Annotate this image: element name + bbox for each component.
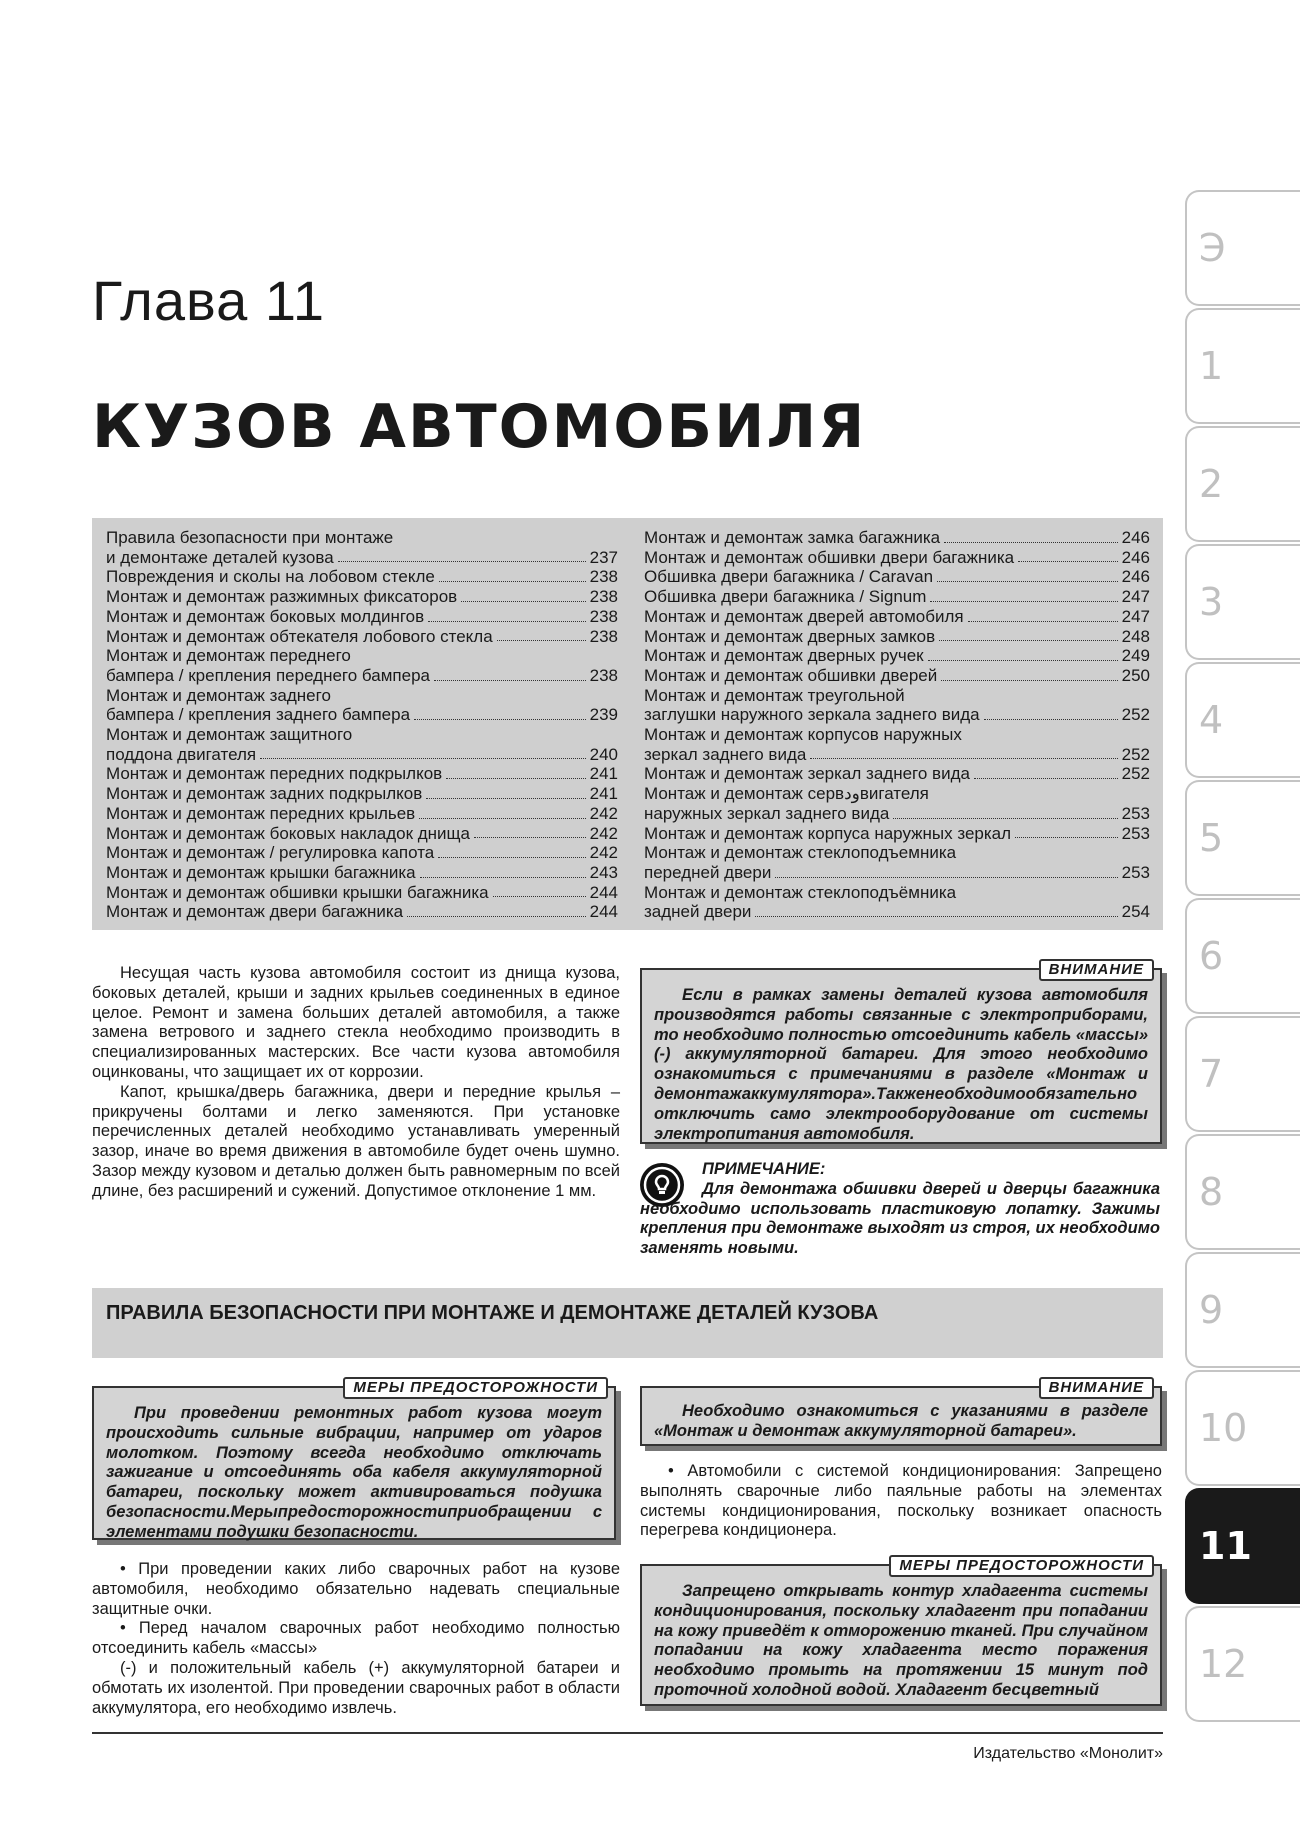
toc-page-number: 242 (589, 843, 618, 863)
toc-page-number: 238 (589, 665, 618, 685)
warning-label: ВНИМАНИЕ (1039, 959, 1154, 981)
chapter-tab-12[interactable]: 12 (1185, 1606, 1300, 1722)
caution-text: При проведении ремонтных работ кузова могут происходить сильные вибрации, например от ударов молотком. Поэтому всегда необходимо отключать зажигание и отсоединять оба кабеля аккумуляторной батареи, поскольку может активироваться подушка безопасности.Мерыпредосторожностиприобращении с элементами подушки безопасности. (106, 1404, 602, 1541)
bullet-item: • Перед началом сварочных работ необходимо полностью отсоединить кабель «массы» (92, 1619, 620, 1658)
warning-label: ВНИМАНИЕ (1039, 1377, 1154, 1399)
toc-leader-dots (260, 758, 586, 759)
toc-entry-title: Монтаж и демонтаж двери багажника (106, 902, 404, 922)
toc-entry (106, 528, 618, 548)
toc-entry (106, 902, 618, 922)
section-title: ПРАВИЛА БЕЗОПАСНОСТИ ПРИ МОНТАЖЕ И ДЕМОНТАЖЕ ДЕТАЛЕЙ КУЗОВА (106, 1302, 879, 1324)
toc-leader-dots (984, 719, 1118, 720)
toc-entry (106, 883, 618, 903)
toc-leader-dots (428, 621, 585, 622)
toc-leader-dots (414, 719, 586, 720)
toc-entry-title: Монтаж и демонтаж корпуса наружных зеркал (644, 823, 1012, 843)
toc-entry-title: задней двери (644, 902, 752, 922)
note-label: ПРИМЕЧАНИЕ: (702, 1160, 826, 1178)
toc-entry (106, 627, 618, 647)
toc-entry-title: Обшивка двери багажника / Caravan (644, 567, 934, 587)
toc-page-number: 238 (589, 587, 618, 607)
toc-page-number: 246 (1121, 567, 1150, 587)
toc-page-number: 249 (1121, 646, 1150, 666)
note (640, 1160, 1160, 1259)
toc-entry (644, 567, 1150, 587)
toc-entry-title: Монтаж и демонтаж обтекателя лобового стекла (106, 626, 493, 646)
toc-leader-dots (407, 916, 586, 917)
toc-entry-title: Монтаж и демонтаж боковых накладок днища (106, 823, 470, 843)
caution-label: МЕРЫ ПРЕДОСТОРОЖНОСТИ (343, 1377, 608, 1399)
toc-entry (106, 567, 618, 587)
toc-page-number: 240 (589, 744, 618, 764)
chapter-tab-10[interactable]: 10 (1185, 1370, 1300, 1486)
toc-leader-dots (419, 818, 585, 819)
toc-entry-title: Монтаж и демонтаж сервودвигателя (644, 784, 929, 804)
toc-leader-dots (438, 857, 585, 858)
toc-leader-dots (755, 916, 1117, 917)
toc-page-number: 238 (589, 606, 618, 626)
toc-entry (106, 804, 618, 824)
toc-entry-title: Монтаж и демонтаж стеклоподъемника (644, 843, 957, 863)
toc-entry-title: Монтаж и демонтаж передних крыльев (106, 803, 416, 823)
chapter-tab-7[interactable]: 7 (1185, 1016, 1300, 1132)
toc-leader-dots (941, 680, 1117, 681)
toc-entry-title: Монтаж и демонтаж дверных замков (644, 626, 936, 646)
toc-leader-dots (439, 581, 586, 582)
toc-entry (106, 843, 618, 863)
toc-entry (644, 843, 1150, 863)
toc-leader-dots (928, 660, 1118, 661)
note-text: Для демонтажа обшивки дверей и дверцы багажника необходимо использовать пластиковую лопатку. Зажимы крепления при демонтаже выходят из строя, их необходимо заменять новыми. (640, 1179, 1160, 1258)
toc-page-number: 253 (1121, 823, 1150, 843)
bullet-item: (-) и положительный кабель (+) аккумуляторной батареи и обмотать их изолентой. При проведении сварочных работ в области аккумулятора, его необходимо извлечь. (92, 1658, 620, 1717)
toc-leader-dots (420, 877, 586, 878)
chapter-tab-3[interactable]: 3 (1185, 544, 1300, 660)
toc-entry-title: Монтаж и демонтаж замка багажника (644, 528, 941, 547)
toc-entry (644, 627, 1150, 647)
toc-leader-dots (474, 837, 586, 838)
toc-page-number: 237 (589, 547, 618, 567)
toc-leader-dots (426, 798, 585, 799)
toc-leader-dots (810, 758, 1117, 759)
toc-page-number: 252 (1121, 764, 1150, 784)
toc-page-number: 242 (589, 803, 618, 823)
toc-leader-dots (937, 581, 1118, 582)
chapter-tab-2[interactable]: 2 (1185, 426, 1300, 542)
toc-entry-title: Повреждения и сколы на лобовом стекле (106, 567, 435, 587)
toc-page-number: 241 (589, 784, 618, 804)
toc-entry-title: бампера / крепления заднего бампера (106, 705, 411, 725)
chapter-number: Глава 11 (92, 269, 325, 332)
toc-entry (644, 824, 1150, 844)
caution-label: МЕРЫ ПРЕДОСТОРОЖНОСТИ (889, 1555, 1154, 1577)
toc-page-number: 246 (1121, 528, 1150, 547)
toc-leader-dots (893, 818, 1117, 819)
left-bullets (92, 1560, 620, 1718)
toc-page-number: 248 (1121, 626, 1150, 646)
toc-entry-title: Монтаж и демонтаж обшивки дверей (644, 665, 938, 685)
chapter-tab-5[interactable]: 5 (1185, 780, 1300, 896)
toc-leader-dots (974, 778, 1118, 779)
toc-leader-dots (446, 778, 585, 779)
toc-entry (644, 784, 1150, 804)
toc-entry (106, 824, 618, 844)
toc-entry (644, 587, 1150, 607)
toc-entry (106, 764, 618, 784)
toc-right-column (644, 528, 1150, 922)
toc-entry (644, 863, 1150, 883)
right-bullets (640, 1462, 1162, 1541)
toc-entry-title: Монтаж и демонтаж боковых молдингов (106, 606, 425, 626)
toc-leader-dots (944, 542, 1117, 543)
toc-entry-title: Монтаж и демонтаж дверных ручек (644, 646, 924, 666)
toc-page-number: 252 (1121, 744, 1150, 764)
toc-page-number: 243 (589, 862, 618, 882)
toc-entry (106, 725, 618, 745)
chapter-tab-1[interactable]: 1 (1185, 308, 1300, 424)
toc-entry (644, 686, 1150, 706)
caution-box (640, 1557, 1162, 1706)
intro-text (92, 964, 620, 1202)
toc-entry-title: Монтаж и демонтаж обшивки крышки багажника (106, 882, 489, 902)
toc-leader-dots (434, 680, 586, 681)
toc-entry-title: Монтаж и демонтаж обшивки двери багажника (644, 547, 1015, 567)
toc-left-column (106, 528, 618, 922)
toc-page-number: 253 (1121, 803, 1150, 823)
toc-entry (644, 745, 1150, 765)
toc-entry (106, 863, 618, 883)
footer-divider (92, 1732, 1163, 1734)
toc-entry-title: Монтаж и демонтаж корпусов наружных (644, 725, 962, 745)
toc-entry-title: Монтаж и демонтаж задних подкрылков (106, 784, 423, 804)
toc-page-number: 244 (589, 882, 618, 902)
toc-entry-title: Правила безопасности при монтаже (106, 528, 394, 547)
toc-entry (106, 686, 618, 706)
chapter-tab-9[interactable]: 9 (1185, 1252, 1300, 1368)
toc-page-number: 247 (1121, 606, 1150, 626)
toc-entry (644, 804, 1150, 824)
toc-leader-dots (1015, 837, 1118, 838)
toc-entry-title: Монтаж и демонтаж дверей автомобиля (644, 606, 964, 626)
chapter-tab-e[interactable]: Э (1185, 190, 1300, 306)
toc-entry (106, 666, 618, 686)
toc-page-number: 238 (589, 626, 618, 646)
toc-entry-title: и демонтаже деталей кузова (106, 547, 334, 567)
toc-entry (644, 705, 1150, 725)
warning-text: Необходимо ознакомиться с указаниями в разделе «Монтаж и демонтаж аккумуляторной батареи». (654, 1402, 1148, 1440)
toc-entry-title: заглушки наружного зеркала заднего вида (644, 705, 980, 725)
bullet-item: • Автомобили с системой кондиционирования: Запрещено выполнять сварочные либо паяльные работы на элементах системы кондиционирования, поскольку возникает опасность перегрева кондиционера. (640, 1462, 1162, 1540)
toc-entry-title: Монтаж и демонтаж треугольной (644, 685, 905, 705)
toc-entry-title: бампера / крепления переднего бампера (106, 665, 430, 685)
warning-text: Если в рамках замены деталей кузова автомобиля производятся работы связанные с электроприборами, то необходимо полностью отсоединить кабель «массы» (-) аккумуляторной батареи. Для этого необходимо ознакомиться с примечаниями в разделе «Монтаж и демонтажаккумулятора».Такженеобходимообязательно отключить само электрооборудование от системы электропитания автомобиля. (654, 986, 1149, 1143)
toc-entry-title: Монтаж и демонтаж зеркал заднего вида (644, 764, 970, 784)
toc-page-number: 247 (1121, 587, 1150, 607)
toc-page-number: 254 (1121, 902, 1150, 922)
toc-entry-title: Монтаж и демонтаж заднего (106, 685, 331, 705)
toc-entry (644, 725, 1150, 745)
toc-entry (644, 548, 1150, 568)
toc-leader-dots (338, 561, 586, 562)
toc-entry (106, 745, 618, 765)
toc-entry-title: поддона двигателя (106, 744, 257, 764)
toc-entry (644, 528, 1150, 548)
toc-entry (106, 784, 618, 804)
chapter-title: КУЗОВ АВТОМОБИЛЯ (92, 392, 867, 462)
toc-page-number: 242 (589, 823, 618, 843)
toc-leader-dots (775, 877, 1117, 878)
toc-leader-dots (939, 640, 1117, 641)
toc-page-number: 246 (1121, 547, 1150, 567)
toc-entry-title: зеркал заднего вида (644, 744, 807, 764)
toc-leader-dots (493, 896, 586, 897)
chapter-tab-11[interactable]: 11 (1185, 1488, 1300, 1604)
toc-leader-dots (1018, 561, 1118, 562)
section-heading-bar (92, 1288, 1163, 1358)
warning-box (640, 1379, 1162, 1446)
toc-entry-title: передней двери (644, 862, 772, 882)
toc-page-number: 238 (589, 567, 618, 587)
warning-box (640, 961, 1162, 1144)
toc-page-number: 253 (1121, 862, 1150, 882)
toc-entry-title: Монтаж и демонтаж крышки багажника (106, 862, 416, 882)
toc-page-number: 252 (1121, 705, 1150, 725)
toc-entry (106, 587, 618, 607)
caution-text: Запрещено открывать контур хладагента системы кондиционирования, поскольку хладагент при попадании на кожу приведёт к отморожению тканей. При случайном попадании на кожу хладагента место поражения необходимо промыть на протяжении 15 минут под проточной холодной водой. Хладагент бесцветный (654, 1582, 1148, 1699)
table-of-contents (92, 518, 1163, 930)
publisher-credit: Издательство «Монолит» (973, 1745, 1163, 1762)
intro-paragraph: Капот, крышка/дверь багажника, двери и передние крылья – прикручены болтами и легко заменяются. При установке перечисленных деталей необходимо устанавливать умеренный зазор, иначе во время движения в автомобиле будет очень шумно. Зазор между кузовом и деталью должен быть равномерным по всей длине, без расширений и сужений. Допустимое отклонение 1 мм. (92, 1082, 620, 1200)
chapter-tab-8[interactable]: 8 (1185, 1134, 1300, 1250)
toc-entry (106, 705, 618, 725)
toc-entry-title: Монтаж и демонтаж стеклоподъёмника (644, 882, 957, 902)
toc-leader-dots (968, 621, 1118, 622)
intro-paragraph: Несущая часть кузова автомобиля состоит из днища кузова, боковых деталей, крыши и задних крыльев соединенных в единое целое. Ремонт и замена больших деталей автомобиля, а также замена ветрового и заднего стекла необходимо производить в специализированных мастерских. Все части кузова автомобиля оцинкованы, что защищает их от коррозии. (92, 964, 620, 1081)
toc-entry (644, 607, 1150, 627)
toc-entry-title: Монтаж и демонтаж передних подкрылков (106, 764, 443, 784)
toc-page-number: 244 (589, 902, 618, 922)
toc-entry (644, 764, 1150, 784)
toc-leader-dots (930, 601, 1117, 602)
caution-box (92, 1379, 616, 1541)
toc-entry-title: Монтаж и демонтаж защитного (106, 725, 353, 745)
toc-page-number: 241 (589, 764, 618, 784)
chapter-tab-6[interactable]: 6 (1185, 898, 1300, 1014)
toc-entry-title: Монтаж и демонтаж / регулировка капота (106, 843, 435, 863)
toc-entry (644, 902, 1150, 922)
toc-entry (644, 883, 1150, 903)
toc-entry (106, 607, 618, 627)
bullet-item: • При проведении каких либо сварочных работ на кузове автомобиля, необходимо обязательно надевать специальные защитные очки. (92, 1560, 620, 1618)
toc-entry-title: наружных зеркал заднего вида (644, 803, 890, 823)
toc-entry (644, 646, 1150, 666)
toc-entry (106, 548, 618, 568)
toc-entry-title: Обшивка двери багажника / Signum (644, 587, 927, 607)
toc-entry-title: Монтаж и демонтаж разжимных фиксаторов (106, 587, 458, 607)
chapter-tab-4[interactable]: 4 (1185, 662, 1300, 778)
toc-leader-dots (461, 601, 585, 602)
toc-entry-title: Монтаж и демонтаж переднего (106, 646, 351, 666)
toc-page-number: 239 (589, 705, 618, 725)
toc-page-number: 250 (1121, 665, 1150, 685)
toc-entry (106, 646, 618, 666)
toc-entry (644, 666, 1150, 686)
toc-leader-dots (497, 640, 586, 641)
